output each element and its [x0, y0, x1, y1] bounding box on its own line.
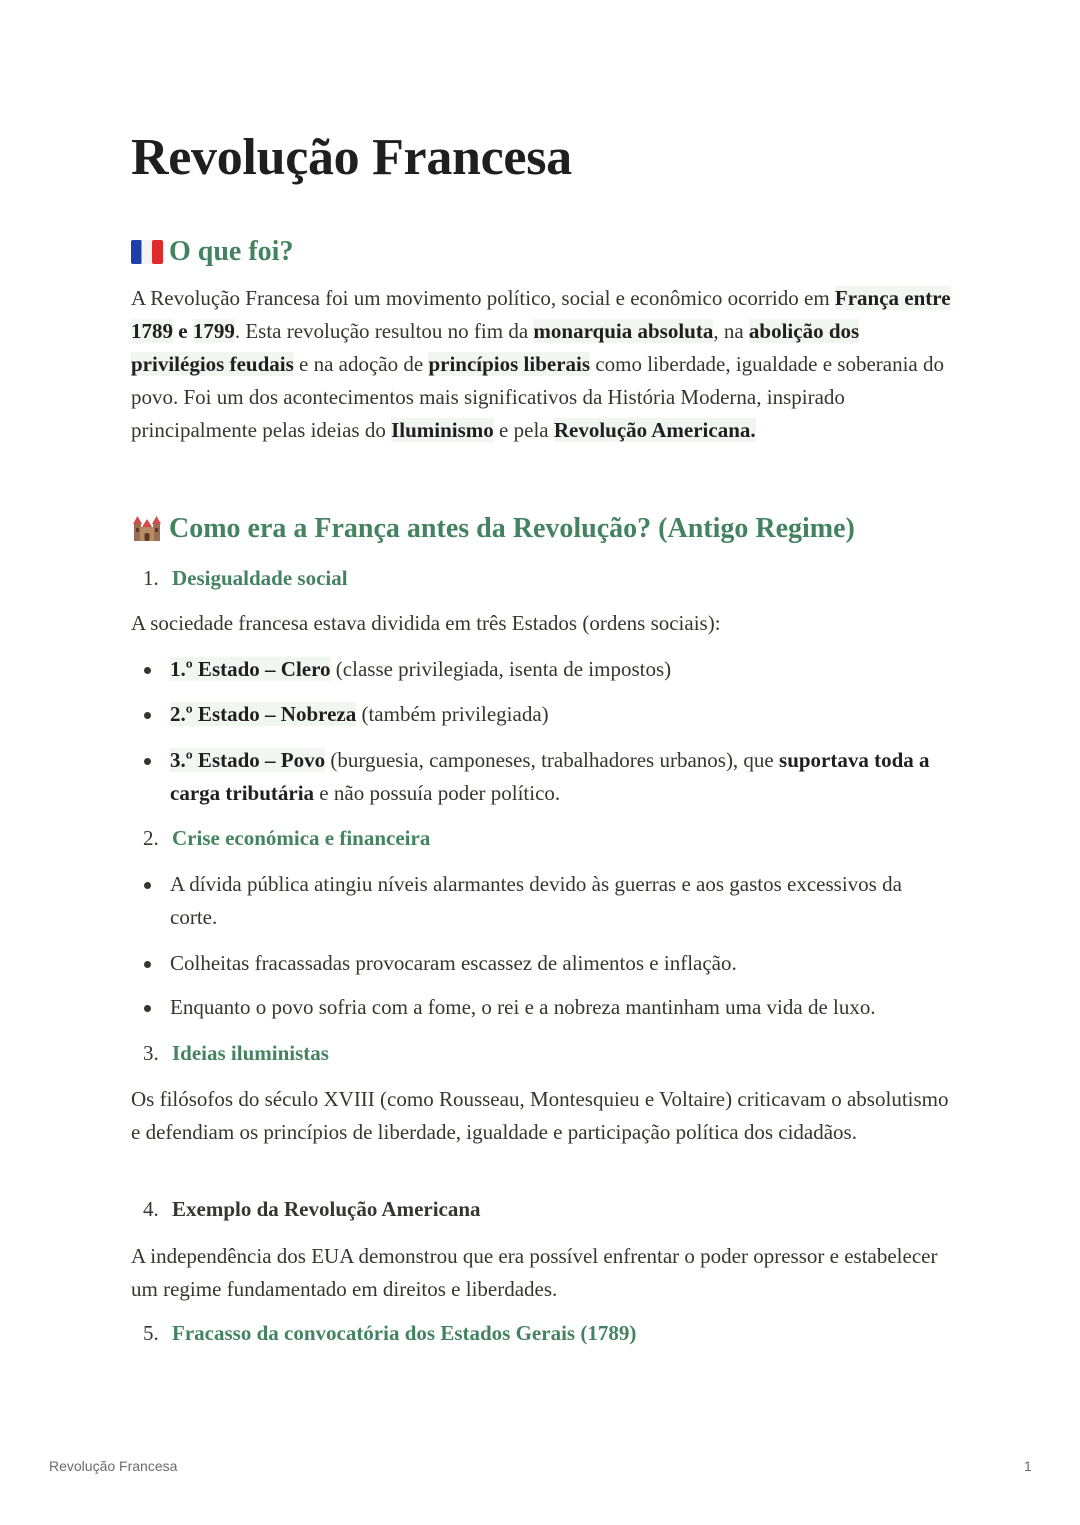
list-item-crise: 2. Crise económica e financeira — [143, 826, 431, 850]
highlighted-text: monarquia absoluta — [533, 319, 714, 343]
highlighted-text: 3.º Estado – Povo — [170, 748, 326, 772]
text-run: e não possuía poder político. — [314, 781, 561, 805]
text-run: , na — [713, 319, 749, 343]
bullet-dot — [144, 758, 151, 765]
text-run: como liberdade, igualdade e soberania do povo. Foi um dos acontecimentos mais significativos da História Moderna, inspirado principalmente pelas ideias do — [131, 352, 945, 442]
desigualdade-text: A sociedade francesa estava dividida em três Estados (ordens sociais): — [131, 611, 721, 635]
highlighted-text: Iluminismo — [391, 418, 494, 442]
highlighted-text: França entre 1789 — [131, 286, 951, 343]
exemplo-text: A independência dos EUA demonstrou que era possível enfrentar o poder opressor e estabelecer um regime fundamentado em direitos e liberdades. — [131, 1244, 938, 1301]
bullet-item: Enquanto o povo sofria com a fome, o rei e a nobreza mantinham uma vida de luxo. — [131, 991, 951, 1024]
text-run: (burguesia, camponeses, trabalhadores urbanos), que — [325, 748, 780, 772]
section-heading-antigo-regime: Como era a França antes da Revolução? (Antigo Regime) — [131, 513, 855, 545]
list-item-desigualdade: 1. Desigualdade social — [143, 566, 348, 590]
page-title: Revolução Francesa — [131, 129, 572, 186]
list-item-exemplo: 4. Exemplo da Revolução Americana — [143, 1197, 481, 1221]
castle-icon — [131, 513, 163, 545]
bullet-dot — [144, 667, 151, 674]
highlighted-text: 1.º Estado – Clero — [170, 657, 331, 681]
text-run: A Revolução Francesa foi um movimento político, social e econômico ocorrido em — [131, 286, 835, 310]
text-run: . Esta revolução resultou no fim da — [234, 319, 534, 343]
text-run: e pela — [493, 418, 554, 442]
highlighted-text: 1799 — [192, 319, 235, 343]
bullet-dot — [144, 882, 151, 889]
bold-text: e — [178, 319, 188, 343]
bullet-item — [131, 744, 951, 810]
bullet-dot — [144, 712, 151, 719]
footer-page-number: 1 — [1024, 1458, 1032, 1474]
footer-doc-title: Revolução Francesa — [49, 1458, 178, 1474]
bullet-item — [131, 653, 951, 686]
list-item-ideias: 3. Ideias iluministas — [143, 1041, 329, 1065]
bullet-dot — [144, 1005, 151, 1012]
bullet-item — [131, 698, 951, 731]
intro-paragraph — [131, 282, 951, 447]
bullet-dot — [144, 961, 151, 968]
highlighted-text: princípios liberais — [428, 352, 591, 376]
ideias-text: Os filósofos do século XVIII (como Rousseau, Montesquieu e Voltaire) criticavam o absolutismo e defendiam os princípios de liberdade, igualdade e participação política dos cidadãos. — [131, 1087, 949, 1144]
text-run: (classe privilegiada, isenta de impostos) — [330, 657, 672, 681]
text-run: (também privilegiada) — [356, 702, 549, 726]
section1-paragraph — [131, 282, 951, 447]
bold-text: suportava toda a carga tributária — [170, 748, 930, 805]
bullet-item: A dívida pública atingiu níveis alarmantes devido às guerras e aos gastos excessivos da corte. — [131, 868, 951, 934]
list-item-fracasso: 5. Fracasso da convocatória dos Estados Gerais (1789) — [143, 1321, 637, 1345]
highlighted-text: 2.º Estado – Nobreza — [170, 702, 357, 726]
french-flag-icon — [131, 240, 163, 264]
bullet-item: Colheitas fracassadas provocaram escassez de alimentos e inflação. — [131, 947, 951, 980]
highlighted-text: Revolução Americana. — [553, 418, 756, 442]
highlighted-text: abolição dos privilégios feudais — [131, 319, 860, 376]
section-heading-o-que-foi: O que foi? — [131, 236, 293, 268]
text-run: e na adoção de — [293, 352, 429, 376]
